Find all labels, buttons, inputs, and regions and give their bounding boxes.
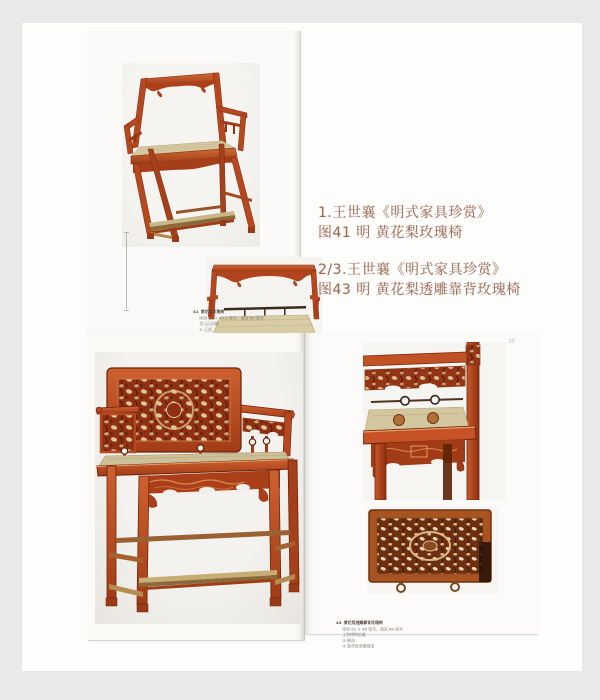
caption-detail: 座面 56 × 43.5 厘米，通高 87 厘米 [199,315,264,321]
carved-panel-illustration [367,506,499,594]
carved-back-chair-illustration [95,352,303,624]
book-spread-left-page [88,333,305,641]
annotation-line-4: 图43 明 黄花梨透雕靠背玫瑰椅 [318,282,521,298]
photo-chair-side-detail [363,342,506,500]
book-spread-right-page [305,333,538,650]
collage-background [22,23,582,671]
caption-detail: 上海博物馆藏 [342,632,366,638]
caption-detail: ③ 靠背板透雕细部 [342,644,375,650]
annotation-line-3: 2/3.王世襄《明式家具珍赏》 [318,262,507,278]
annotation-line-1: 1.王世襄《明式家具珍赏》 [318,205,492,221]
photo-carved-panel-detail [367,506,499,594]
caption-detail: 座面 61 × 46 厘米，通高 88 厘米 [342,626,403,632]
page-number: 23 [509,339,515,344]
caption-detail: ① 正面 [199,327,212,333]
dimension-line [124,231,129,311]
caption-detail: 攻玉山房藏 [199,321,219,327]
rose-chair-front-illustration [122,63,260,247]
annotation-text-block [318,203,544,300]
figure-caption-43 [336,621,422,650]
photo-carved-back-chair [95,352,303,624]
caption-number: 41 [193,310,199,315]
caption-number: 43 [336,621,342,626]
figure-caption-41 [193,310,279,333]
caption-detail: ② 侧面 [342,638,355,644]
chair-side-detail-illustration [363,342,506,500]
photo-rose-chair-front [122,63,260,247]
annotation-line-2: 图41 明 黄花梨玫瑰椅 [318,225,463,241]
caption-title: 黄花梨透雕靠背玫瑰椅 [343,621,383,626]
book-page-top [88,31,301,335]
caption-title: 黄花梨玫瑰椅 [200,310,225,315]
